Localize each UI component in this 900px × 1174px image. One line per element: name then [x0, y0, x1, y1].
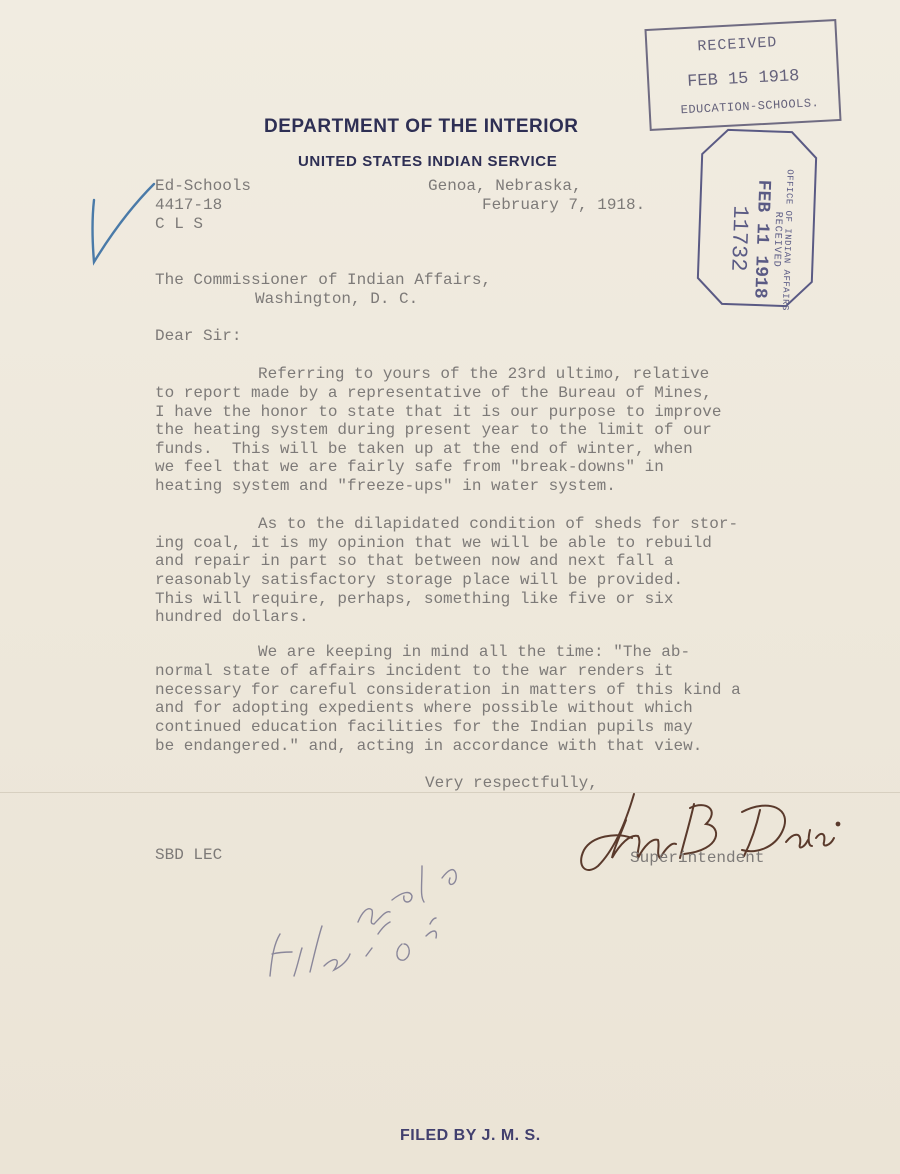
paragraph-1-line: heating system and "freeze-ups" in water system.	[155, 477, 616, 495]
office-stamp-number: 11732	[725, 204, 753, 272]
letterhead-department: DEPARTMENT OF THE INTERIOR	[264, 116, 579, 137]
paragraph-3-line: necessary for careful consideration in matters of this kind a	[155, 681, 741, 699]
paragraph-1-line: to report made by a representative of the Bureau of Mines,	[155, 384, 712, 402]
office-stamp	[694, 126, 820, 310]
received-stamp-label: RECEIVED	[697, 34, 778, 56]
paragraph-2-line: ing coal, it is my opinion that we will be able to rebuild	[155, 534, 712, 552]
office-stamp-line-1: OFFICE OF INDIAN AFFAIRS	[779, 169, 795, 312]
paragraph-2-line: reasonably satisfactory storage place will be provided.	[155, 571, 684, 589]
paragraph-3-line: We are keeping in mind all the time: "The ab-	[258, 643, 691, 661]
paragraph-1-line: we feel that we are fairly safe from "break-downs" in	[155, 458, 664, 476]
paragraph-1-line: the heating system during present year to the limit of our	[155, 421, 712, 439]
paragraph-2-line: This will require, perhaps, something like five or six	[155, 590, 674, 608]
salutation: Dear Sir:	[155, 327, 242, 345]
reference-line-1: Ed-Schools	[155, 177, 252, 195]
signature-title: Superintendent	[630, 849, 765, 867]
paragraph-3-line: continued education facilities for the Indian pupils may	[155, 718, 693, 736]
office-stamp-text	[724, 163, 795, 315]
paragraph-1-line: funds. This will be taken up at the end of winter, when	[155, 440, 693, 458]
closing: Very respectfully,	[425, 774, 598, 792]
received-stamp-date: FEB 15 1918	[686, 67, 800, 92]
pencil-note-drawing	[262, 826, 472, 991]
received-stamp-division: EDUCATION-SCHOOLS.	[680, 96, 820, 118]
office-stamp-line-2: RECEIVED	[770, 211, 784, 268]
reference-line-2: 4417-18	[155, 196, 223, 214]
date-line: February 7, 1918.	[482, 196, 646, 214]
office-stamp-date: FEB 11 1918	[749, 179, 774, 299]
paragraph-2-line: As to the dilapidated condition of sheds for stor-	[258, 515, 739, 533]
place-line: Genoa, Nebraska,	[428, 177, 582, 195]
paragraph-1-line: Referring to yours of the 23rd ultimo, relative	[258, 365, 710, 383]
paragraph-3-line: normal state of affairs incident to the war renders it	[155, 662, 674, 680]
paragraph-1-line: I have the honor to state that it is our purpose to improve	[155, 403, 722, 421]
paragraph-3-line: be endangered." and, acting in accordance with that view.	[155, 737, 703, 755]
paragraph-2-line: and repair in part so that between now and next fall a	[155, 552, 674, 570]
addressee-line-1: The Commissioner of Indian Affairs,	[155, 271, 492, 289]
addressee-line-2: Washington, D. C.	[255, 290, 419, 308]
reference-line-3: C L S	[155, 215, 204, 233]
filed-stamp: FILED BY J. M. S.	[400, 1127, 541, 1144]
paragraph-2-line: hundred dollars.	[155, 608, 309, 626]
typist-initials: SBD LEC	[155, 846, 223, 864]
check-mark-icon	[88, 178, 158, 268]
paragraph-3-line: and for adopting expedients where possible without which	[155, 699, 693, 717]
letterhead-service: UNITED STATES INDIAN SERVICE	[298, 153, 558, 170]
received-stamp	[644, 19, 841, 131]
